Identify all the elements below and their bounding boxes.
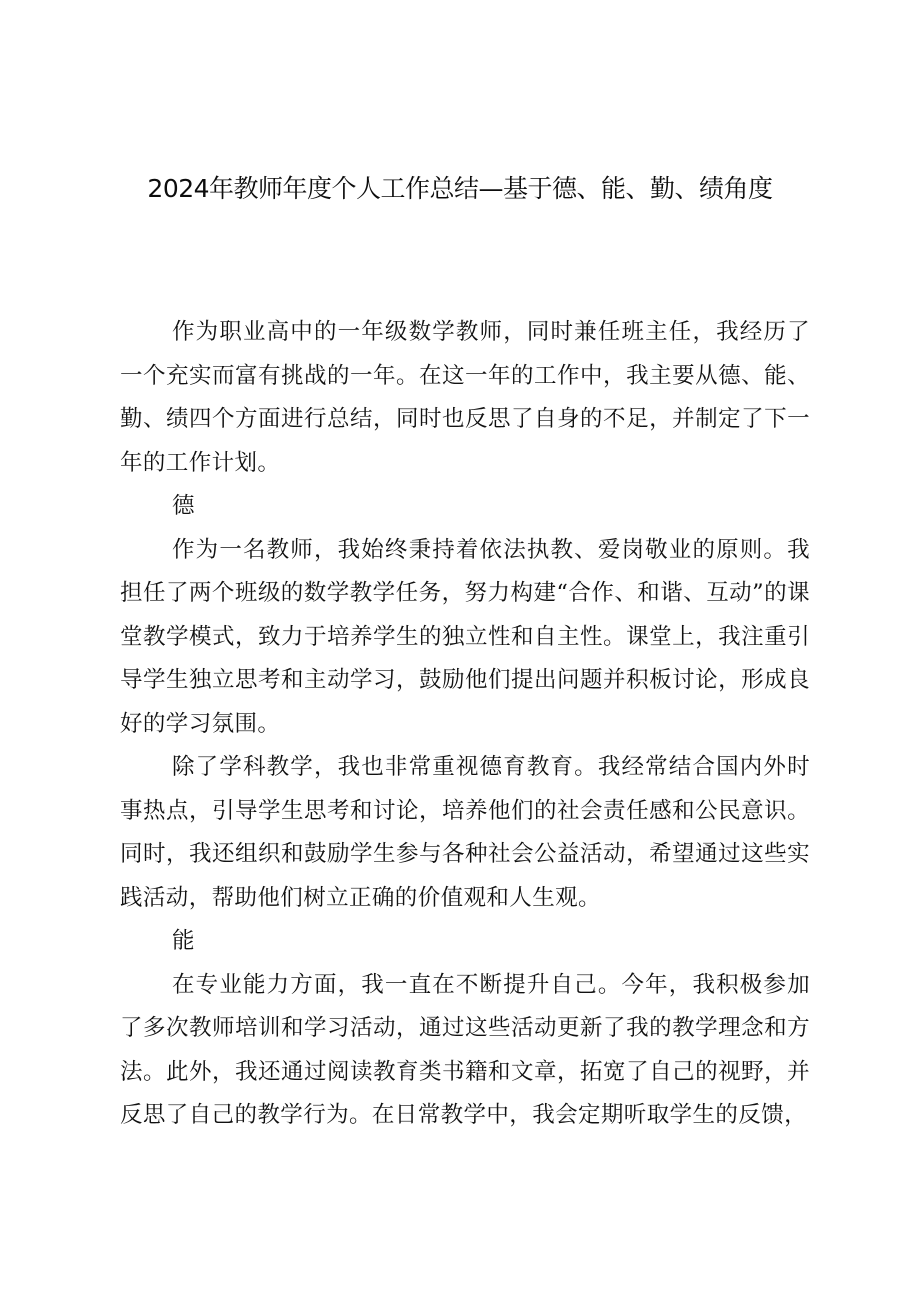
paragraph-neng-ability: 在专业能力方面，我一直在不断提升自己。今年，我积极参加了多次教师培训和学习活动，通过这些活动更新了我的教学理念和方法。此外，我还通过阅读教育类书籍和文章，拓宽了自己的视野，并反思了自己的教学行为。在日常教学中，我会定期听取学生的反馈， [120, 971, 810, 1128]
paragraph-de-teaching: 作为一名教师，我始终秉持着依法执教、爱岗敬业的原则。我担任了两个班级的数学教学任务，努力构建“合作、和谐、互动”的课堂教学模式，致力于培养学生的独立性和自主性。课堂上，我注重引导学生独立思考和主动学习，鼓励他们提出问题并积板讨论，形成良好的学习氛围。 [120, 536, 810, 737]
section-heading-de: 德 [172, 493, 195, 519]
document-body [120, 311, 810, 1138]
intro-paragraph: 作为职业高中的一年级数学教师，同时兼任班主任，我经历了一个充实而富有挑战的一年。在这一年的工作中，我主要从德、能、勤、绩四个方面进行总结，同时也反思了自身的不足，并制定了下一年的工作计划。 [120, 319, 810, 476]
section-heading-neng: 能 [172, 928, 195, 954]
document-title: 2024年教师年度个人工作总结—基于德、能、勤、绩角度 [147, 174, 773, 203]
paragraph-de-moral-education: 除了学科教学，我也非常重视德育教育。我经常结合国内外时事热点，引导学生思考和讨论，培养他们的社会责任感和公民意识。同时，我还组织和鼓励学生参与各种社会公益活动，希望通过这些实践活动，帮助他们树立正确的价值观和人生观。 [120, 754, 810, 911]
